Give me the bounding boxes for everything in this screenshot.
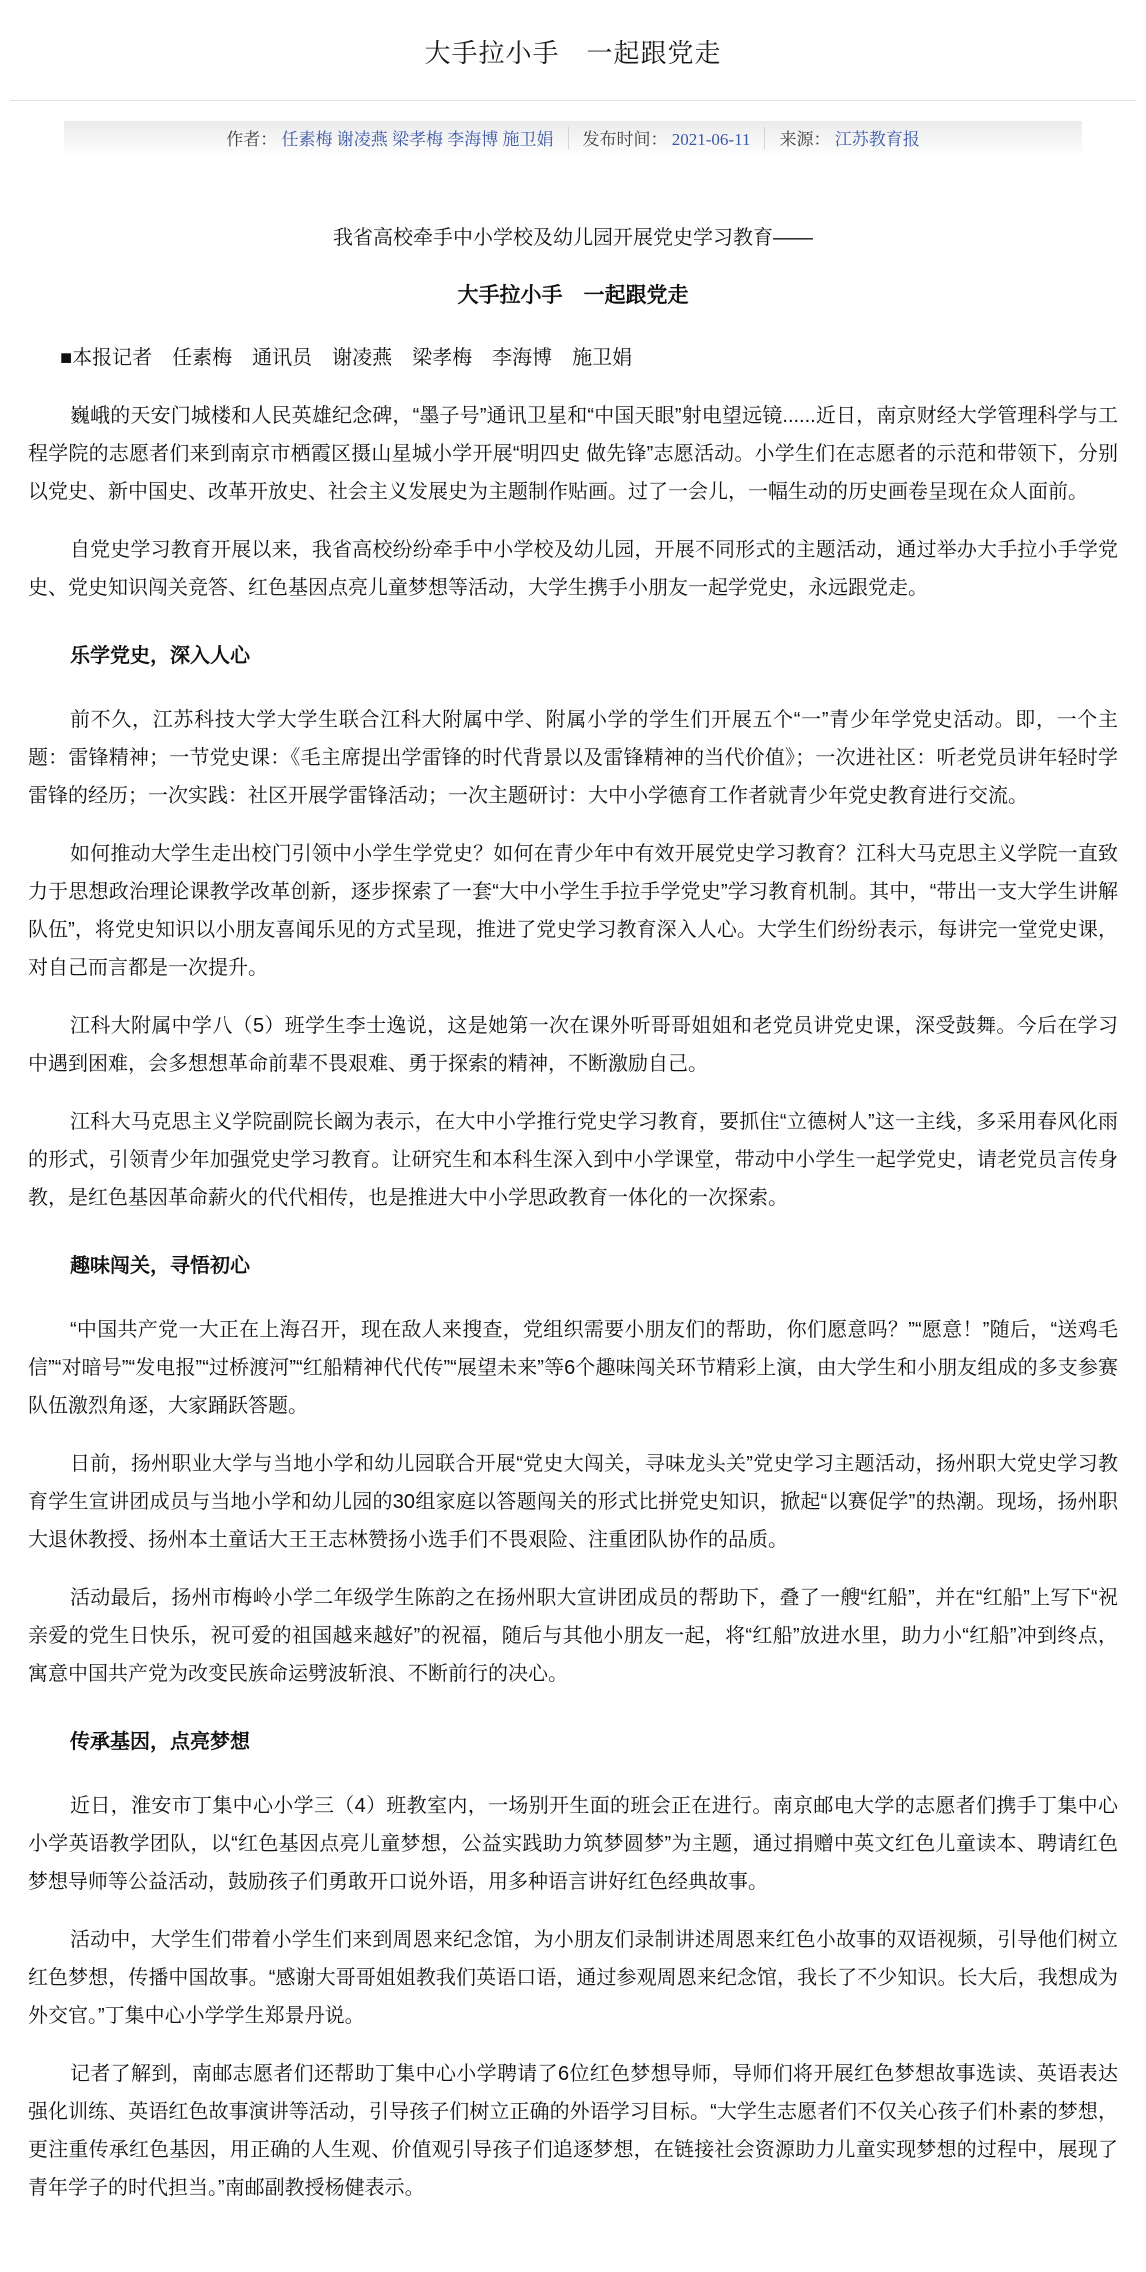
meta-bar <box>64 121 1082 155</box>
article-paragraph: 巍峨的天安门城楼和人民英雄纪念碑，“墨子号”通讯卫星和“中国天眼”射电望远镜......近日，南京财经大学管理科学与工程学院的志愿者们来到南京市栖霞区摄山星城小学开展“明四史 做先锋”志愿活动。小学生们在志愿者的示范和带领下，分别以党史、新中国史、改革开放史、社会主义发展史为主题制作贴画。过了一会儿，一幅生动的历史画卷呈现在众人面前。 <box>28 404 1118 503</box>
article-paragraph: 记者了解到，南邮志愿者们还帮助丁集中心小学聘请了6位红色梦想导师，导师们将开展红色梦想故事选读、英语表达强化训练、英语红色故事演讲等活动，引导孩子们树立正确的外语学习目标。“大学生志愿者们不仅关心孩子们朴素的梦想，更注重传承红色基因，用正确的人生观、价值观引导孩子们追逐梦想，在链接社会资源助力儿童实现梦想的过程中，展现了青年学子的时代担当。”南邮副教授杨健表示。 <box>28 2062 1118 2199</box>
meta-author-group <box>212 125 567 150</box>
section-heading: 趣味闯关，寻悟初心 <box>70 1254 250 1277</box>
article-paragraph: 前不久，江苏科技大学大学生联合江科大附属中学、附属小学的学生们开展五个“一”青少年学党史活动。即，一个主题：雷锋精神；一节党史课：《毛主席提出学雷锋的时代背景以及雷锋精神的当代价值》；一次进社区：听老党员讲年轻时学雷锋的经历；一次实践：社区开展学雷锋活动；一次主题研讨：大中小学德育工作者就青少年党史教育进行交流。 <box>28 708 1118 807</box>
article-paragraph: 江科大附属中学八（5）班学生李士逸说，这是她第一次在课外听哥哥姐姐和老党员讲党史课，深受鼓舞。今后在学习中遇到困难，会多想想革命前辈不畏艰难、勇于探索的精神，不断激励自己。 <box>28 1014 1118 1075</box>
source-label: 来源： <box>779 130 831 150</box>
article-paragraph: 近日，淮安市丁集中心小学三（4）班教室内，一场别开生面的班会正在进行。南京邮电大学的志愿者们携手丁集中心小学英语教学团队，以“红色基因点亮儿童梦想，公益实践助力筑梦圆梦”为主题，通过捐赠中英文红色儿童读本、聘请红色梦想导师等公益活动，鼓励孩子们勇敢开口说外语，用多种语言讲好红色经典故事。 <box>28 1794 1118 1893</box>
page-title: 大手拉小手 一起跟党走 <box>424 39 722 69</box>
source-link[interactable]: 江苏教育报 <box>834 130 920 150</box>
article-paragraph: 如何推动大学生走出校门引领中小学生学党史？如何在青少年中有效开展党史学习教育？江科大马克思主义学院一直致力于思想政治理论课教学改革创新，逐步探索了一套“大中小学生手拉手学党史”学习教育机制。其中，“带出一支大学生讲解队伍”，将党史知识以小朋友喜闻乐见的方式呈现，推进了党史学习教育深入人心。大学生们纷纷表示，每讲完一堂党史课，对自己而言都是一次提升。 <box>28 842 1118 979</box>
article-body <box>28 397 1118 2207</box>
publish-time-label: 发布时间： <box>582 130 668 150</box>
article-paragraph: “中国共产党一大正在上海召开，现在敌人来搜查，党组织需要小朋友们的帮助，你们愿意吗？”“愿意！”随后，“送鸡毛信”“对暗号”“发电报”“过桥渡河”“红船精神代代传”“展望未来”等6个趣味闯关环节精彩上演，由大学生和小朋友组成的多支参赛队伍激烈角逐，大家踊跃答题。 <box>28 1318 1118 1417</box>
meta-publish-group <box>569 125 765 150</box>
article-paragraph: 活动最后，扬州市梅岭小学二年级学生陈韵之在扬州职大宣讲团成员的帮助下，叠了一艘“红船”，并在“红船”上写下“祝亲爱的党生日快乐，祝可爱的祖国越来越好”的祝福，随后与其他小朋友一起，将“红船”放进水里，助力小“红船”冲到终点，寓意中国共产党为改变民族命运劈波斩浪、不断前行的决心。 <box>28 1586 1118 1685</box>
divider <box>10 100 1136 101</box>
author-label: 作者： <box>226 130 278 150</box>
article-byline: ■本报记者 任素梅 通讯员 谢凌燕 梁孝梅 李海博 施卫娟 <box>60 346 633 369</box>
publish-date: 2021-06-11 <box>671 130 751 150</box>
meta-source-group <box>765 125 933 150</box>
article-paragraph: 自党史学习教育开展以来，我省高校纷纷牵手中小学校及幼儿园，开展不同形式的主题活动，通过举办大手拉小手学党史、党史知识闯关竞答、红色基因点亮儿童梦想等活动，大学生携手小朋友一起学党史，永远跟党走。 <box>28 538 1118 599</box>
section-heading: 传承基因，点亮梦想 <box>70 1730 250 1753</box>
article-paragraph: 江科大马克思主义学院副院长阚为表示，在大中小学推行党史学习教育，要抓住“立德树人”这一主线，多采用春风化雨的形式，引领青少年加强党史学习教育。让研究生和本科生深入到中小学课堂，带动中小学生一起学党史，请老党员言传身教，是红色基因革命薪火的代代相传，也是推进大中小学思政教育一体化的一次探索。 <box>28 1110 1118 1209</box>
article-subtitle: 我省高校牵手中小学校及幼儿园开展党史学习教育—— <box>333 226 813 249</box>
article <box>28 219 1118 2207</box>
article-paragraph: 活动中，大学生们带着小学生们来到周恩来纪念馆，为小朋友们录制讲述周恩来红色小故事的双语视频，引导他们树立红色梦想，传播中国故事。“感谢大哥哥姐姐教我们英语口语，通过参观周恩来纪念馆，我长了不少知识。长大后，我想成为外交官。”丁集中心小学学生郑景丹说。 <box>28 1928 1118 2027</box>
section-heading: 乐学党史，深入人心 <box>70 644 250 667</box>
article-inner-title: 大手拉小手 一起跟党走 <box>457 283 689 307</box>
article-paragraph: 日前，扬州职业大学与当地小学和幼儿园联合开展“党史大闯关，寻味龙头关”党史学习主题活动，扬州职大党史学习教育学生宣讲团成员与当地小学和幼儿园的30组家庭以答题闯关的形式比拼党史知识，掀起“以赛促学”的热潮。现场，扬州职大退休教授、扬州本土童话大王王志林赞扬小选手们不畏艰险、注重团队协作的品质。 <box>28 1452 1118 1551</box>
author-names-link[interactable]: 任素梅 谢凌燕 梁孝梅 李海博 施卫娟 <box>281 130 554 150</box>
